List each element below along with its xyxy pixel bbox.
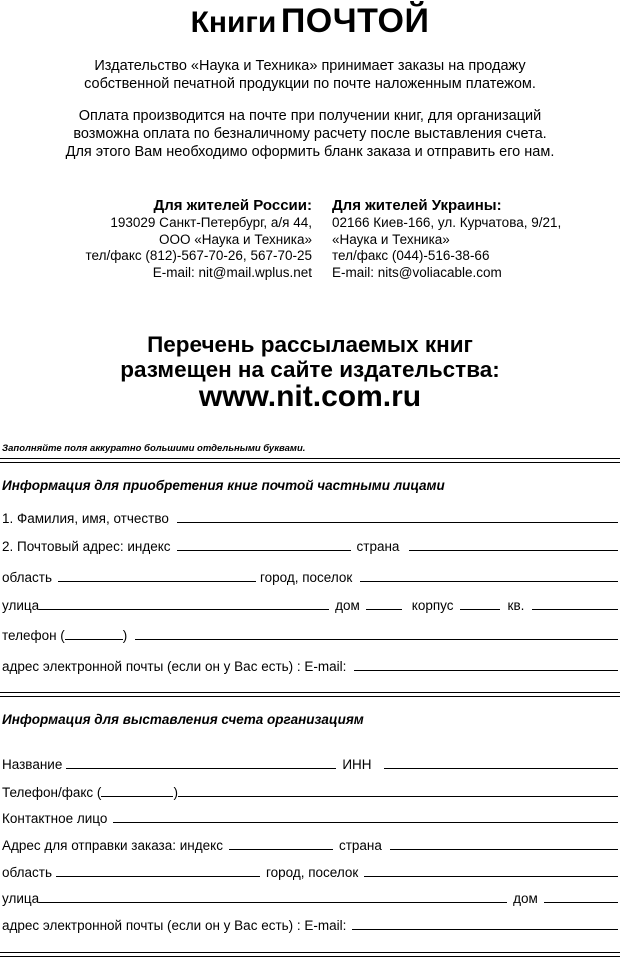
ukraine-heading: Для жителей Украины: [332, 197, 502, 214]
catalog-line: Перечень рассылаемых книг [147, 332, 473, 357]
phone-label: телефон ( [2, 628, 65, 643]
contact-field[interactable] [113, 822, 618, 823]
org-house-field[interactable] [544, 902, 618, 903]
org-house-label: дом [513, 891, 538, 906]
catalog-line: размещен на сайте издательства: [120, 357, 500, 382]
building-field[interactable] [460, 609, 500, 610]
phone-row [2, 622, 618, 644]
private-section-heading: Информация для приобретения книг почтой частными лицами [2, 478, 445, 493]
address-line: 193029 Санкт-Петербург, а/я 44, [110, 215, 312, 230]
intro-line: собственной печатной продукции по почте наложенным платежом. [84, 76, 536, 92]
postal-label: 2. Почтовый адрес: индекс [2, 539, 171, 554]
org-index-field[interactable] [229, 849, 333, 850]
country-label: страна [356, 539, 400, 554]
postal-index-field[interactable] [177, 550, 351, 551]
building-label: корпус [411, 598, 454, 613]
russia-address [60, 196, 312, 281]
apt-label: кв. [507, 598, 525, 613]
org-region-row [2, 859, 618, 881]
region-field[interactable] [58, 581, 256, 582]
page-title [0, 2, 620, 41]
phone-code-field[interactable] [65, 639, 123, 640]
email-field[interactable] [354, 670, 618, 671]
org-phone-label: Телефон/факс ( [2, 785, 102, 800]
org-street-row [2, 885, 618, 907]
street-row [2, 592, 618, 614]
form-note: Заполняйте поля аккуратно большими отдельными буквами. [2, 443, 306, 454]
contact-label: Контактное лицо [2, 811, 108, 826]
russia-heading: Для жителей России: [153, 197, 312, 214]
org-address-row [2, 832, 618, 854]
divider [0, 952, 620, 957]
contact-row [2, 805, 618, 827]
address-line: E-mail: nits@voliacable.com [332, 264, 502, 280]
title-part1: Книги [190, 6, 277, 39]
ukraine-address [332, 196, 612, 281]
country-field[interactable] [409, 550, 618, 551]
region-row [2, 564, 618, 586]
org-address-label: Адрес для отправки заказа: индекс [2, 838, 223, 853]
inn-field[interactable] [384, 768, 618, 769]
org-email-label: адрес электронной почты (если он у Вас есть) : E-mail: [2, 918, 347, 933]
org-region-label: область [2, 865, 52, 880]
address-line: тел/факс (044)-516-38-66 [332, 248, 490, 263]
org-country-field[interactable] [390, 849, 618, 850]
address-line: E-mail: nit@mail.wplus.net [152, 264, 312, 280]
payment-line: возможна оплата по безналичному расчету после выставления счета. [73, 126, 547, 142]
org-email-row [2, 912, 618, 934]
name-label: 1. Фамилия, имя, отчество [2, 511, 169, 526]
house-field[interactable] [366, 609, 402, 610]
title-part2: ПОЧТОЙ [280, 2, 430, 40]
postal-row [2, 533, 618, 555]
email-label: адрес электронной почты (если он у Вас есть) : E-mail: [2, 659, 347, 674]
org-city-field[interactable] [364, 876, 618, 877]
catalog-heading [0, 332, 620, 382]
divider [0, 458, 620, 463]
org-city-label: город, поселок [266, 865, 359, 880]
org-street-label: улица [2, 891, 40, 906]
intro-paragraph [20, 57, 600, 93]
org-section-heading: Информация для выставления счета организациям [2, 712, 364, 727]
org-name-label: Название [2, 757, 63, 772]
org-name-row [2, 751, 618, 773]
inn-label: ИНН [342, 757, 372, 772]
city-field[interactable] [360, 581, 618, 582]
email-row [2, 653, 618, 675]
address-line: 02166 Киев-166, ул. Курчатова, 9/21, [332, 215, 562, 230]
payment-paragraph [20, 107, 600, 161]
divider [0, 692, 620, 697]
org-phone-row [2, 779, 618, 801]
org-phone-code-field[interactable] [101, 796, 173, 797]
payment-line: Для этого Вам необходимо оформить бланк заказа и отправить его нам. [65, 144, 555, 160]
org-name-field[interactable] [66, 768, 336, 769]
address-line: «Наука и Техника» [332, 231, 450, 247]
house-label: дом [335, 598, 360, 613]
name-field[interactable] [177, 522, 618, 523]
intro-line: Издательство «Наука и Техника» принимает заказы на продажу [94, 58, 526, 74]
org-country-label: страна [338, 838, 382, 853]
address-line: ООО «Наука и Техника» [158, 231, 312, 247]
catalog-url[interactable]: www.nit.com.ru [198, 380, 422, 413]
org-phone-field[interactable] [178, 796, 618, 797]
phone-field[interactable] [135, 639, 618, 640]
phone-close: ) [122, 628, 128, 643]
apt-field[interactable] [532, 609, 618, 610]
street-field[interactable] [39, 609, 329, 610]
name-row [2, 505, 618, 527]
org-phone-close: ) [173, 785, 178, 800]
city-label: город, поселок [260, 570, 353, 585]
region-label: область [2, 570, 52, 585]
org-email-field[interactable] [352, 929, 618, 930]
payment-line: Оплата производится на почте при получении книг, для организаций [78, 108, 542, 124]
org-street-field[interactable] [39, 902, 507, 903]
street-label: улица [2, 598, 40, 613]
address-line: тел/факс (812)-567-70-26, 567-70-25 [85, 248, 312, 263]
org-region-field[interactable] [56, 876, 260, 877]
